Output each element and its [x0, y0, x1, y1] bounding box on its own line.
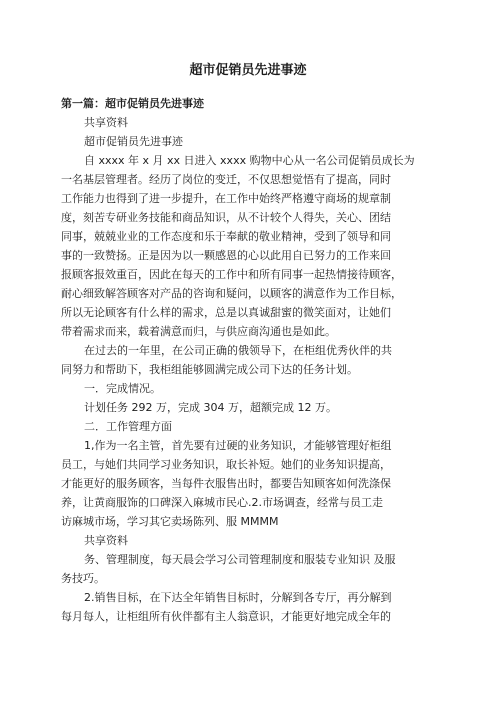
paragraph-line: 计划任务 292 万，完成 304 万，超额完成 12 万。 [84, 401, 337, 414]
paragraph-line: 报顾客报效重百，因此在每天的工作中和所有同事一起热情接待顾客， [61, 268, 402, 281]
paragraph-line: 同事，兢兢业业的工作态度和乐于奉献的敬业精神，受到了领导和同 [61, 230, 391, 243]
paragraph-line: 访麻城市场，学习其它卖场陈列、服 MMMM [61, 515, 279, 528]
paragraph-line: 耐心细致解答顾客对产品的咨询和疑问，以顾客的满意作为工作目标， [61, 287, 402, 300]
paragraph-line: 务技巧。 [61, 572, 105, 585]
paragraph-line: 带着需求而来，载着满意而归，与供应商沟通也是如此。 [61, 325, 336, 338]
paragraph-line: 自 xxxx 年 x 月 xx 日进入 xxxx 购物中心从一名公司促销员成长为 [84, 154, 415, 167]
document-title: 超市促销员先进事迹 [189, 63, 307, 78]
paragraph-line: 才能更好的服务顾客，当每件衣服售出时，都要告知顾客如何洗涤保 [61, 477, 391, 490]
paragraph-line: 工作能力也得到了进一步提升，在工作中始终严格遵守商场的规章制 [61, 192, 391, 205]
paragraph-line: 超市促销员先进事迹 [84, 135, 183, 148]
paragraph-line: 共享资料 [84, 534, 128, 547]
paragraph-line: 每月每人，让柜组所有伙伴都有主人翁意识，才能更好地完成全年的 [61, 610, 391, 623]
paragraph-line: 1,作为一名主管，首先要有过硬的业务知识，才能够管理好柜组 [84, 439, 392, 452]
section-heading: 第一篇：超市促销员先进事迹 [61, 97, 204, 110]
paragraph-line: 员工，与她们共同学习业务知识，取长补短。她们的业务知识提高， [61, 458, 391, 471]
paragraph-line: 一名基层管理者。经历了岗位的变迁，不仅思想觉悟有了提高，同时 [61, 173, 391, 186]
paragraph-line: 2.销售目标，在下达全年销售目标时，分解到各专厅，再分解到 [84, 591, 392, 604]
paragraph-line: 所以无论顾客有什么样的需求，总是以真诚甜蜜的微笑面对，让她们 [61, 306, 391, 319]
paragraph-line: 度，刻苦专研业务技能和商品知识，从不计较个人得失，关心、团结 [61, 211, 391, 224]
paragraph-line: 务、管理制度，每天晨会学习公司管理制度和服装专业知识 及服 [84, 553, 396, 566]
paragraph-line: 共享资料 [84, 116, 128, 129]
paragraph-line: 在过去的一年里，在公司正确的俄领导下，在柜组优秀伙伴的共 [84, 344, 392, 357]
paragraph-line: 养，让黄商服饰的口碑深入麻城市民心.2.市场调查，经常与员工走 [61, 496, 383, 509]
paragraph-line: 一．完成情况。 [84, 382, 161, 395]
paragraph-line: 二．工作管理方面 [84, 420, 172, 433]
paragraph-line: 同努力和帮助下，我柜组能够圆满完成公司下达的任务计划。 [61, 363, 358, 376]
paragraph-line: 事的一致赞扬。正是因为以一颗感恩的心以此用自已努力的工作来回 [61, 249, 391, 262]
